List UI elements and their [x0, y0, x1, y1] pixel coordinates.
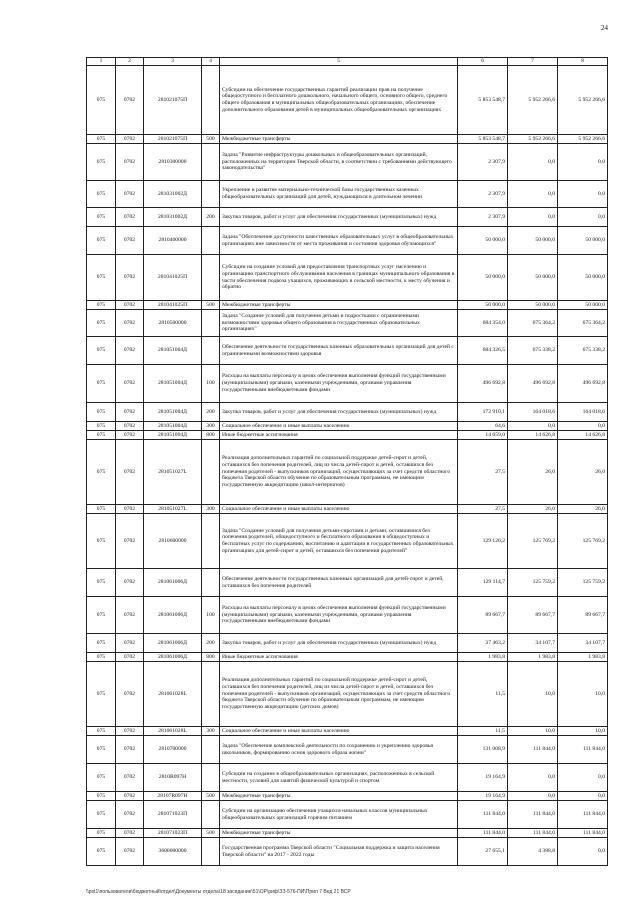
- amount-2020-cell: 5 853 548,7: [458, 135, 508, 144]
- amount-2022-cell: 111 844,0: [558, 801, 608, 829]
- amount-2022-cell: 0,0: [558, 144, 608, 181]
- section-code-cell: 0702: [116, 727, 144, 736]
- description-cell: Расходы на выплаты персоналу в целях обеспечения выполнения функций государственными (муниципальными) органами, казенными учреждениями, органами управления государственными внебюджетными фондами: [220, 365, 458, 403]
- table-row: [87, 301, 608, 310]
- expense-type-cell: 500: [202, 829, 220, 838]
- expense-type-cell: 500: [202, 301, 220, 310]
- description-cell: Обеспечение деятельности государственных казенных организаций для детей-сирот и детей, оставшихся без попечения родителей: [220, 569, 458, 597]
- admin-code-cell: 075: [87, 838, 116, 866]
- admin-code-cell: 075: [87, 514, 116, 569]
- section-code-cell: 0702: [116, 838, 144, 866]
- table-row: [87, 365, 608, 403]
- expense-type-cell: [202, 66, 220, 135]
- footer-file-path: \\pst1\пользователи\бюджетный\отдел\Документы отдела\18 заседание\51\ОР\риф\ЗЗ-576-ПИ\Прил 7 Вед 21 ВСР: [86, 889, 351, 895]
- description-cell: Обеспечение деятельности государственных казенных образовательных организаций для детей с ограниченными возможностями здоровья: [220, 337, 458, 365]
- description-cell: Субсидии на обеспечение государственных гарантий реализации прав на получение общедоступного и бесплатного дошкольного, начального общего, основного общего, среднего общего образования в муниципальных общеобразовательных организациях, обеспечение дополнительного образования детей в муниципальных общеобразовательных организациях: [220, 66, 458, 135]
- table-row: [87, 764, 608, 792]
- section-code-cell: 0702: [116, 662, 144, 727]
- table-row: [87, 422, 608, 431]
- table-row: [87, 440, 608, 505]
- description-cell: Задача "Обеспечение комплексной деятельности по сохранению и укреплению здоровья школьников, формированию основ здорового образа жизни": [220, 736, 458, 764]
- amount-2022-cell: 5 952 266,6: [558, 135, 608, 144]
- amount-2022-cell: 34 107,7: [558, 634, 608, 653]
- admin-code-cell: 075: [87, 422, 116, 431]
- target-article-cell: 28107R097Н: [144, 792, 202, 801]
- target-article-cell: 281051004Д: [144, 422, 202, 431]
- section-code-cell: 0702: [116, 310, 144, 337]
- amount-2021-cell: 0,0: [508, 208, 558, 227]
- target-article-cell: 281061006Д: [144, 597, 202, 634]
- expense-type-cell: [202, 255, 220, 301]
- description-cell: Задача "Развитие инфраструктуры дошкольных и общеобразовательных организаций, расположенных на территории Тверской области, в соответствии с требованиями действующего законодательства": [220, 144, 458, 181]
- section-code-cell: 0702: [116, 801, 144, 829]
- header-cell: 3: [144, 58, 202, 66]
- expense-type-cell: 200: [202, 208, 220, 227]
- amount-2022-cell: 5 952 266,6: [558, 66, 608, 135]
- expense-type-cell: 800: [202, 431, 220, 440]
- section-code-cell: 0702: [116, 431, 144, 440]
- amount-2022-cell: 14 626,8: [558, 431, 608, 440]
- amount-2020-cell: 19 164,9: [458, 792, 508, 801]
- section-code-cell: 0702: [116, 403, 144, 422]
- amount-2022-cell: 111 844,0: [558, 736, 608, 764]
- expense-type-cell: [202, 337, 220, 365]
- target-article-cell: 2810700000: [144, 736, 202, 764]
- expense-type-cell: [202, 569, 220, 597]
- target-article-cell: 281061006Д: [144, 569, 202, 597]
- amount-2022-cell: 675 364,2: [558, 310, 608, 337]
- target-article-cell: 2810R097Н: [144, 764, 202, 792]
- expense-type-cell: 500: [202, 135, 220, 144]
- expense-type-cell: 100: [202, 597, 220, 634]
- expense-type-cell: [202, 227, 220, 255]
- header-cell: 8: [558, 58, 608, 66]
- amount-2020-cell: 684 326,5: [458, 337, 508, 365]
- amount-2021-cell: 125 769,2: [508, 514, 558, 569]
- amount-2020-cell: 496 692,8: [458, 365, 508, 403]
- description-cell: Задача "Создание условий для получения детьми-сиротами и детьми, оставшимися без попечения родителей, общедоступного и бесплатного образования в общедоступных и бесплатных услуг по содержанию, воспитанию и адаптации в государственных образовательных организациях для детей-сирот и детей, оставшихся без попечения родителей": [220, 514, 458, 569]
- amount-2020-cell: 27,5: [458, 505, 508, 514]
- admin-code-cell: 075: [87, 597, 116, 634]
- admin-code-cell: 075: [87, 301, 116, 310]
- expense-type-cell: [202, 514, 220, 569]
- admin-code-cell: 075: [87, 144, 116, 181]
- table-row: [87, 181, 608, 208]
- section-code-cell: 0702: [116, 255, 144, 301]
- admin-code-cell: 075: [87, 181, 116, 208]
- amount-2020-cell: 172 910,1: [458, 403, 508, 422]
- header-cell: 1: [87, 58, 116, 66]
- table-row: [87, 838, 608, 866]
- amount-2020-cell: 2 307,9: [458, 208, 508, 227]
- table-row: [87, 144, 608, 181]
- table-row: [87, 255, 608, 301]
- budget-table: [86, 57, 608, 866]
- section-code-cell: 0702: [116, 764, 144, 792]
- description-cell: Реализация дополнительных гарантий по социальной поддержке детей-сирот и детей, оставшихся без попечения родителей, лиц из числа детей-сирот и детей, оставшихся без попечения родителей - выпускников организаций, осуществляющих за счет средств областного бюджета Тверской области обучение по образовательным программам, не имеющим государственную аккредитацию (детских домов): [220, 662, 458, 727]
- table-row: [87, 403, 608, 422]
- target-article-cell: 281061006Д: [144, 653, 202, 662]
- target-article-cell: 281041025П: [144, 301, 202, 310]
- description-cell: Задача "Создание условий для получения детьми и подростками с ограниченными возможностями здоровья общего образования в государственных образовательных организациях": [220, 310, 458, 337]
- admin-code-cell: 075: [87, 505, 116, 514]
- amount-2021-cell: 50 000,0: [508, 301, 558, 310]
- target-article-cell: 281041025П: [144, 255, 202, 301]
- description-cell: Укрепление и развитие материально-технической базы государственных казенных общеобразовательных организаций для детей, нуждающихся в длительном лечении: [220, 181, 458, 208]
- amount-2021-cell: 26,0: [508, 505, 558, 514]
- section-code-cell: 0702: [116, 227, 144, 255]
- section-code-cell: 0702: [116, 440, 144, 505]
- description-cell: Закупка товаров, работ и услуг для обеспечения государственных (муниципальных) нужд: [220, 403, 458, 422]
- description-cell: Расходы на выплаты персоналу в целях обеспечения выполнения функций государственными (муниципальными) органами, казенными учреждениями, органами управления государственными внебюджетными фондами: [220, 597, 458, 634]
- amount-2021-cell: 1 983,8: [508, 653, 558, 662]
- amount-2020-cell: 27,5: [458, 440, 508, 505]
- admin-code-cell: 075: [87, 662, 116, 727]
- expense-type-cell: [202, 662, 220, 727]
- table-row: [87, 66, 608, 135]
- admin-code-cell: 075: [87, 736, 116, 764]
- amount-2021-cell: 164 018,6: [508, 403, 558, 422]
- amount-2020-cell: 27 655,1: [458, 838, 508, 866]
- amount-2021-cell: 5 952 266,6: [508, 66, 558, 135]
- amount-2021-cell: 0,0: [508, 764, 558, 792]
- amount-2021-cell: 675 364,2: [508, 310, 558, 337]
- section-code-cell: 0702: [116, 736, 144, 764]
- expense-type-cell: 300: [202, 727, 220, 736]
- amount-2021-cell: 50 000,0: [508, 227, 558, 255]
- description-cell: Межбюджетные трансферты: [220, 301, 458, 310]
- target-article-cell: 281021075П: [144, 135, 202, 144]
- amount-2020-cell: 2 307,9: [458, 181, 508, 208]
- amount-2021-cell: 111 844,0: [508, 829, 558, 838]
- amount-2021-cell: 496 692,8: [508, 365, 558, 403]
- section-code-cell: 0702: [116, 653, 144, 662]
- target-article-cell: 2810600000: [144, 514, 202, 569]
- amount-2020-cell: 64,6: [458, 422, 508, 431]
- target-article-cell: 3600000000: [144, 838, 202, 866]
- amount-2022-cell: 125 759,2: [558, 569, 608, 597]
- amount-2021-cell: 34 107,7: [508, 634, 558, 653]
- table-row: [87, 829, 608, 838]
- amount-2022-cell: 0,0: [558, 764, 608, 792]
- table-row: [87, 662, 608, 727]
- table-row: [87, 727, 608, 736]
- header-cell: 7: [508, 58, 558, 66]
- amount-2021-cell: 0,0: [508, 792, 558, 801]
- target-article-cell: 281051004Д: [144, 365, 202, 403]
- amount-2020-cell: 131 008,9: [458, 736, 508, 764]
- target-article-cell: 281071023П: [144, 801, 202, 829]
- target-article-cell: 281071023П: [144, 829, 202, 838]
- amount-2020-cell: 129 126,2: [458, 514, 508, 569]
- target-article-cell: 281031002Д: [144, 208, 202, 227]
- section-code-cell: 0702: [116, 597, 144, 634]
- expense-type-cell: 300: [202, 422, 220, 431]
- amount-2022-cell: 496 692,8: [558, 365, 608, 403]
- section-code-cell: 0702: [116, 135, 144, 144]
- amount-2022-cell: 675 338,2: [558, 337, 608, 365]
- amount-2022-cell: 26,0: [558, 505, 608, 514]
- amount-2020-cell: 89 667,7: [458, 597, 508, 634]
- description-cell: Реализация дополнительных гарантий по социальной поддержке детей-сирот и детей, оставшихся без попечения родителей, лиц из числа детей-сирот и детей, оставшихся без попечения родителей - выпускников организаций, осуществляющих за счет средств областного бюджета Тверской области обучение по образовательным программам, не имеющим государственную аккредитацию (школ-интернатов): [220, 440, 458, 505]
- expense-type-cell: 100: [202, 365, 220, 403]
- amount-2020-cell: 50 000,0: [458, 255, 508, 301]
- table-header-row: [87, 58, 608, 66]
- target-article-cell: 281051004Д: [144, 403, 202, 422]
- description-cell: Иные бюджетные ассигнования: [220, 653, 458, 662]
- amount-2022-cell: 125 769,2: [558, 514, 608, 569]
- expense-type-cell: [202, 440, 220, 505]
- amount-2021-cell: 0,0: [508, 181, 558, 208]
- table-row: [87, 792, 608, 801]
- description-cell: Социальное обеспечение и иные выплаты населению: [220, 727, 458, 736]
- section-code-cell: 0702: [116, 422, 144, 431]
- section-code-cell: 0702: [116, 634, 144, 653]
- table-row: [87, 310, 608, 337]
- section-code-cell: 0702: [116, 337, 144, 365]
- amount-2020-cell: 50 000,0: [458, 301, 508, 310]
- section-code-cell: 0702: [116, 365, 144, 403]
- amount-2020-cell: 11,5: [458, 727, 508, 736]
- description-cell: Государственная программа Тверской области "Социальная поддержка и защита населения Тверской области" на 2017 - 2022 годы: [220, 838, 458, 866]
- target-article-cell: 281051027L: [144, 440, 202, 505]
- amount-2020-cell: 684 354,0: [458, 310, 508, 337]
- table-row: [87, 337, 608, 365]
- admin-code-cell: 075: [87, 440, 116, 505]
- amount-2020-cell: 37 463,2: [458, 634, 508, 653]
- amount-2021-cell: 89 667,7: [508, 597, 558, 634]
- amount-2021-cell: 10,0: [508, 662, 558, 727]
- target-article-cell: 281061006Д: [144, 634, 202, 653]
- amount-2021-cell: 26,0: [508, 440, 558, 505]
- amount-2021-cell: 4 388,8: [508, 838, 558, 866]
- amount-2022-cell: 0,0: [558, 792, 608, 801]
- amount-2022-cell: 0,0: [558, 208, 608, 227]
- admin-code-cell: 075: [87, 208, 116, 227]
- admin-code-cell: 075: [87, 792, 116, 801]
- expense-type-cell: 200: [202, 634, 220, 653]
- target-article-cell: 281051004Д: [144, 337, 202, 365]
- target-article-cell: 281061028L: [144, 727, 202, 736]
- amount-2020-cell: 111 844,0: [458, 801, 508, 829]
- amount-2021-cell: 0,0: [508, 422, 558, 431]
- table-row: [87, 736, 608, 764]
- description-cell: Закупка товаров, работ и услуг для обеспечения государственных (муниципальных) нужд: [220, 208, 458, 227]
- target-article-cell: 281031002Д: [144, 181, 202, 208]
- expense-type-cell: 300: [202, 505, 220, 514]
- section-code-cell: 0702: [116, 829, 144, 838]
- admin-code-cell: 075: [87, 365, 116, 403]
- table-row: [87, 135, 608, 144]
- section-code-cell: 0702: [116, 792, 144, 801]
- section-code-cell: 0702: [116, 66, 144, 135]
- description-cell: Межбюджетные трансферты: [220, 829, 458, 838]
- amount-2022-cell: 0,0: [558, 181, 608, 208]
- table-row: [87, 634, 608, 653]
- target-article-cell: 281061028L: [144, 662, 202, 727]
- amount-2020-cell: 111 844,0: [458, 829, 508, 838]
- table-row: [87, 653, 608, 662]
- amount-2022-cell: 89 667,7: [558, 597, 608, 634]
- amount-2021-cell: 111 844,0: [508, 736, 558, 764]
- description-cell: Субсидии на организацию обеспечения учащихся начальных классов муниципальных общеобразовательных организаций горячим питанием: [220, 801, 458, 829]
- target-article-cell: 281021075П: [144, 66, 202, 135]
- amount-2022-cell: 0,0: [558, 422, 608, 431]
- expense-type-cell: [202, 181, 220, 208]
- amount-2021-cell: 14 626,8: [508, 431, 558, 440]
- amount-2020-cell: 5 853 548,7: [458, 66, 508, 135]
- header-cell: 6: [458, 58, 508, 66]
- admin-code-cell: 075: [87, 634, 116, 653]
- target-article-cell: 2810400000: [144, 227, 202, 255]
- amount-2021-cell: 675 338,2: [508, 337, 558, 365]
- amount-2020-cell: 50 000,0: [458, 227, 508, 255]
- expense-type-cell: [202, 144, 220, 181]
- table-row: [87, 569, 608, 597]
- admin-code-cell: 075: [87, 801, 116, 829]
- admin-code-cell: 075: [87, 727, 116, 736]
- amount-2022-cell: 50 000,0: [558, 227, 608, 255]
- amount-2022-cell: 50 000,0: [558, 255, 608, 301]
- section-code-cell: 0702: [116, 569, 144, 597]
- amount-2022-cell: 111 844,0: [558, 829, 608, 838]
- amount-2020-cell: 2 307,9: [458, 144, 508, 181]
- target-article-cell: 281051004Д: [144, 431, 202, 440]
- description-cell: Субсидии на создание условий для предоставления транспортных услуг населению и организацию транспортного обслуживания населения в границах муниципального образования в части обеспечения подвоза учащихся, проживающих в сельской местности, к месту обучения и обратно: [220, 255, 458, 301]
- admin-code-cell: 075: [87, 569, 116, 597]
- expense-type-cell: [202, 838, 220, 866]
- table-row: [87, 597, 608, 634]
- expense-type-cell: [202, 310, 220, 337]
- admin-code-cell: 075: [87, 66, 116, 135]
- page-number: 24: [601, 24, 608, 32]
- admin-code-cell: 075: [87, 764, 116, 792]
- amount-2022-cell: 1 983,8: [558, 653, 608, 662]
- description-cell: Социальное обеспечение и иные выплаты населению: [220, 422, 458, 431]
- amount-2022-cell: 10,0: [558, 662, 608, 727]
- expense-type-cell: [202, 764, 220, 792]
- amount-2022-cell: 10,0: [558, 727, 608, 736]
- amount-2021-cell: 5 952 266,6: [508, 135, 558, 144]
- expense-type-cell: 200: [202, 403, 220, 422]
- amount-2022-cell: 164 018,6: [558, 403, 608, 422]
- target-article-cell: 2810500000: [144, 310, 202, 337]
- table-row: [87, 208, 608, 227]
- amount-2022-cell: 50 000,0: [558, 301, 608, 310]
- description-cell: Социальное обеспечение и иные выплаты населению: [220, 505, 458, 514]
- admin-code-cell: 075: [87, 337, 116, 365]
- admin-code-cell: 075: [87, 310, 116, 337]
- amount-2020-cell: 11,5: [458, 662, 508, 727]
- expense-type-cell: [202, 801, 220, 829]
- amount-2022-cell: 0,0: [558, 838, 608, 866]
- header-cell: 5: [220, 58, 458, 66]
- description-cell: Межбюджетные трансферты: [220, 792, 458, 801]
- amount-2022-cell: 26,0: [558, 440, 608, 505]
- admin-code-cell: 075: [87, 227, 116, 255]
- amount-2021-cell: 10,0: [508, 727, 558, 736]
- target-article-cell: 2810300000: [144, 144, 202, 181]
- expense-type-cell: 500: [202, 792, 220, 801]
- table-row: [87, 227, 608, 255]
- amount-2021-cell: 50 000,0: [508, 255, 558, 301]
- expense-type-cell: [202, 736, 220, 764]
- admin-code-cell: 075: [87, 255, 116, 301]
- amount-2021-cell: 125 759,2: [508, 569, 558, 597]
- admin-code-cell: 075: [87, 403, 116, 422]
- amount-2020-cell: 1 983,8: [458, 653, 508, 662]
- table-row: [87, 514, 608, 569]
- section-code-cell: 0702: [116, 514, 144, 569]
- description-cell: Субсидии на создание в общеобразовательных организациях, расположенных в сельской местности, условий для занятий физической культурой и спортом: [220, 764, 458, 792]
- target-article-cell: 281051027L: [144, 505, 202, 514]
- admin-code-cell: 075: [87, 653, 116, 662]
- admin-code-cell: 075: [87, 135, 116, 144]
- description-cell: Задача "Обеспечение доступности качественных образовательных услуг в общеобразовательных организациях вне зависимости от места проживания и состояния здоровья обучающихся": [220, 227, 458, 255]
- section-code-cell: 0702: [116, 144, 144, 181]
- description-cell: Межбюджетные трансферты: [220, 135, 458, 144]
- table-row: [87, 801, 608, 829]
- amount-2021-cell: 0,0: [508, 144, 558, 181]
- table-row: [87, 505, 608, 514]
- description-cell: Закупка товаров, работ и услуг для обеспечения государственных (муниципальных) нужд: [220, 634, 458, 653]
- amount-2020-cell: 14 659,0: [458, 431, 508, 440]
- amount-2020-cell: 129 114,7: [458, 569, 508, 597]
- section-code-cell: 0702: [116, 181, 144, 208]
- amount-2021-cell: 111 844,0: [508, 801, 558, 829]
- section-code-cell: 0702: [116, 208, 144, 227]
- section-code-cell: 0702: [116, 505, 144, 514]
- header-cell: 2: [116, 58, 144, 66]
- description-cell: Иные бюджетные ассигнования: [220, 431, 458, 440]
- section-code-cell: 0702: [116, 301, 144, 310]
- table-row: [87, 431, 608, 440]
- header-cell: 4: [202, 58, 220, 66]
- admin-code-cell: 075: [87, 829, 116, 838]
- amount-2020-cell: 19 164,9: [458, 764, 508, 792]
- admin-code-cell: 075: [87, 431, 116, 440]
- expense-type-cell: 800: [202, 653, 220, 662]
